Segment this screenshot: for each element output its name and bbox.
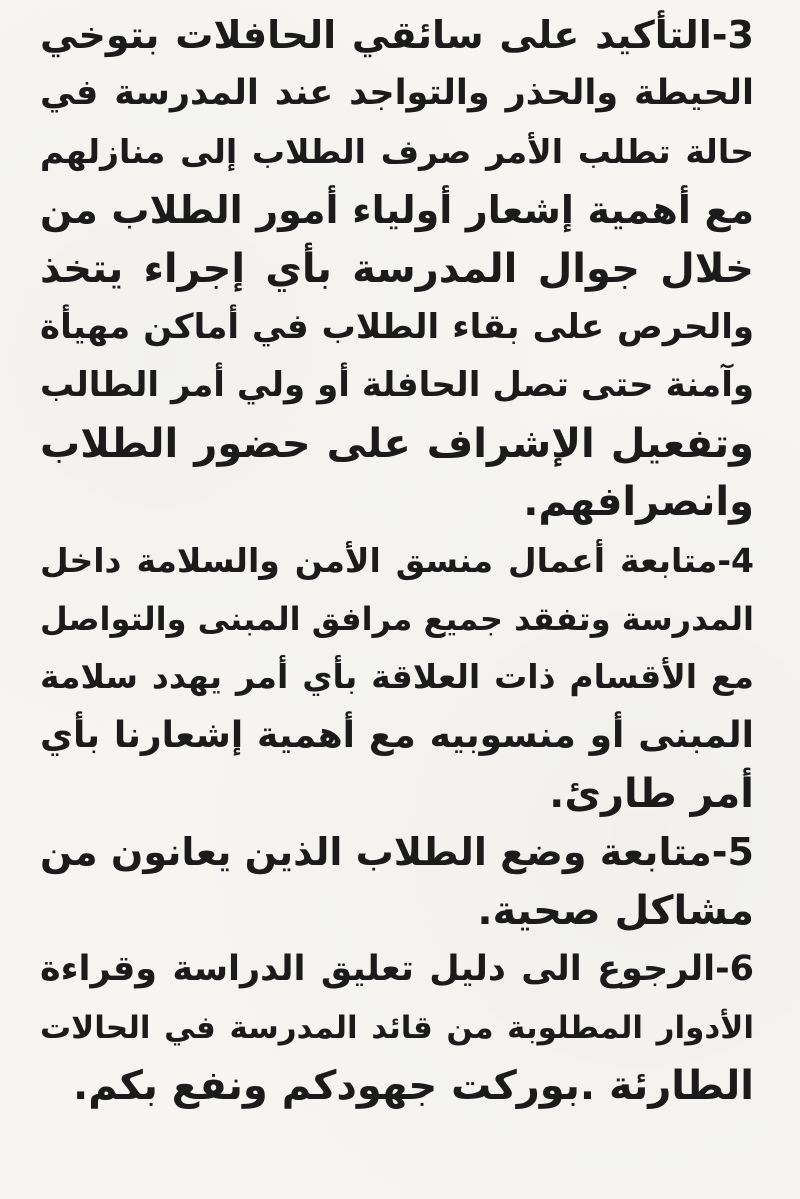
note-line: الطارئة .بوركت جهودكم ونفع بكم. [73, 1063, 754, 1110]
note-line: 6-الرجوع الى دليل تعليق الدراسة وقراءة [40, 949, 754, 990]
note-line: وتفعيل الإشراف على حضور الطلاب [40, 420, 754, 467]
note-line: وانصرافهم. [523, 479, 754, 526]
note-line: 4-متابعة أعمال منسق الأمن والسلامة داخل [40, 540, 754, 580]
note-line: والحرص على بقاء الطلاب في أماكن مهيأة [40, 306, 754, 347]
note-line: وآمنة حتى تصل الحافلة أو ولي أمر الطالب [40, 365, 754, 406]
note-line: خلال جوال المدرسة بأي إجراء يتخذ [40, 245, 754, 292]
note-line: أمر طارئ. [549, 771, 754, 818]
note-line: الحيطة والحذر والتواجد عند المدرسة في [40, 73, 754, 114]
note-line: 3-التأكيد على سائقي الحافلات بتوخي [40, 13, 754, 57]
note-line: مع أهمية إشعار أولياء أمور الطلاب من [40, 188, 754, 233]
note-line: حالة تطلب الأمر صرف الطلاب إلى منازلهم [40, 131, 754, 171]
note-line: 5-متابعة وضع الطلاب الذين يعانون من [39, 830, 754, 875]
note-line: الأدوار المطلوبة من قائد المدرسة في الحالات [40, 1009, 754, 1046]
note-body [40, 6, 754, 1115]
note-line: مع الأقسام ذات العلاقة بأي أمر يهدد سلامة [40, 657, 754, 697]
note-line: المبنى أو منسوبيه مع أهمية إشعارنا بأي [40, 714, 754, 756]
note-line: المدرسة وتفقد جميع مرافق المبنى والتواصل [40, 599, 754, 638]
note-line: مشاكل صحية. [477, 887, 754, 934]
